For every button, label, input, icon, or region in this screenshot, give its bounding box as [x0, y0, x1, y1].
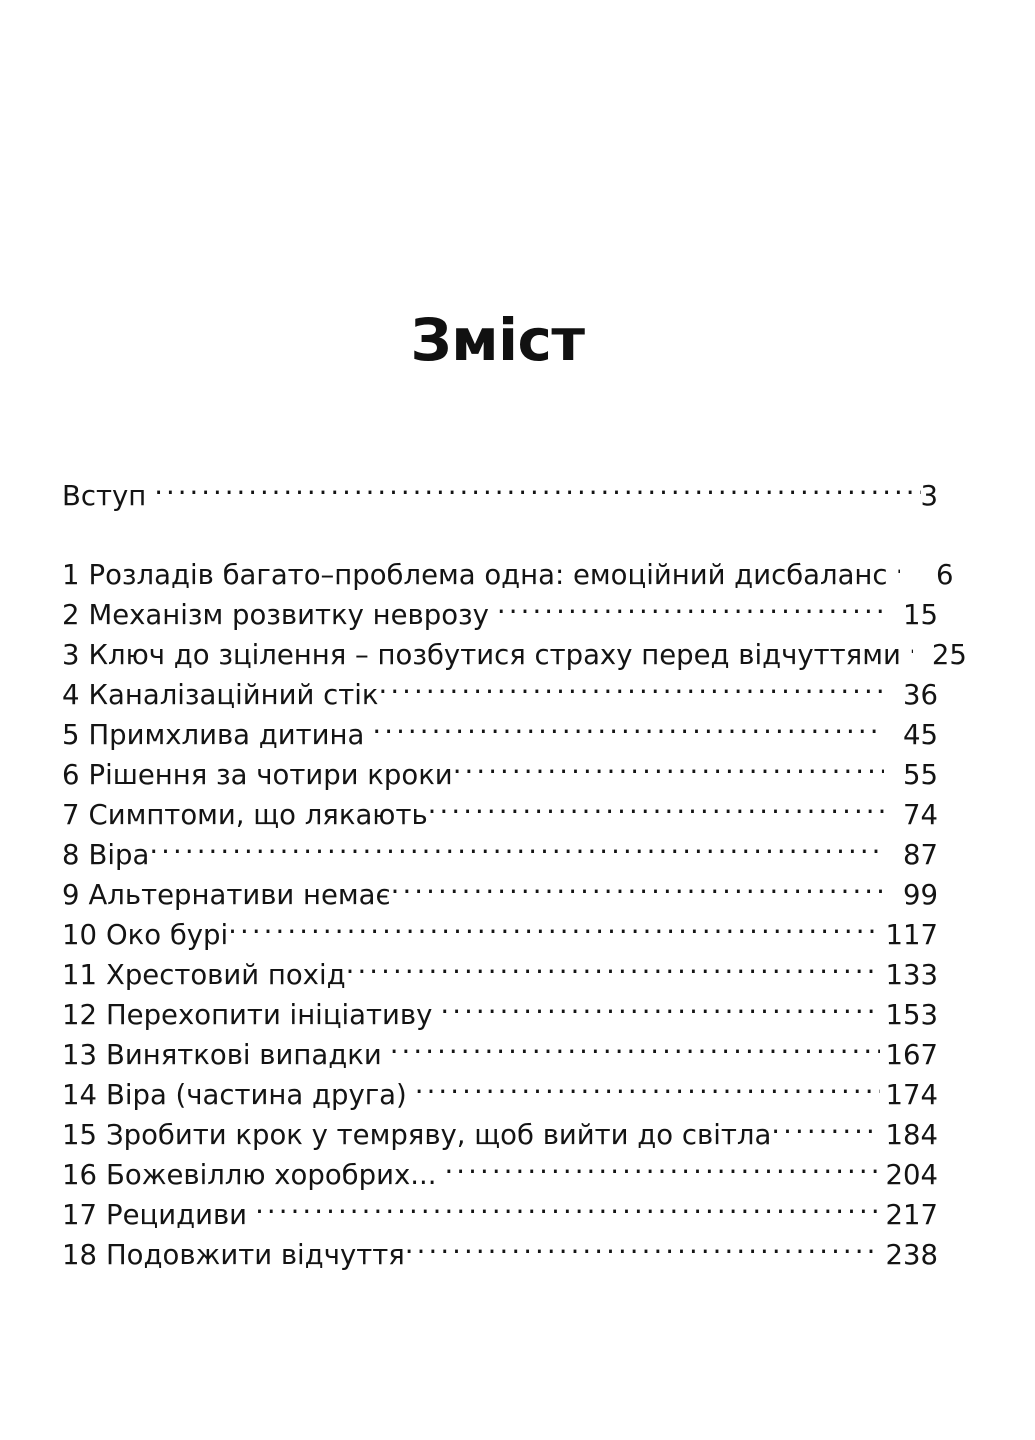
toc-entry-number: 8 [62, 839, 80, 871]
dot-leader [896, 557, 900, 585]
toc-entry-number: 15 [62, 1119, 97, 1151]
toc-entry-label: Альтернативи немає [88, 879, 391, 911]
toc-entry-page: 99 [903, 879, 938, 911]
toc-entry[interactable] [62, 1115, 938, 1155]
toc-entry-number: 16 [62, 1159, 97, 1191]
toc-entry[interactable] [62, 595, 938, 635]
toc-entry-number: 4 [62, 679, 80, 711]
toc-entry-page: 3 [920, 480, 938, 512]
toc-entry-number: 12 [62, 999, 97, 1031]
dot-leader [405, 1237, 880, 1265]
dot-leader [346, 957, 880, 985]
toc-entry-page: 217 [885, 1199, 938, 1231]
table-of-contents [62, 476, 967, 1275]
toc-entry-number: 17 [62, 1199, 97, 1231]
toc-entry-label: Механізм розвитку неврозу [88, 599, 489, 631]
toc-entry-label: Хрестовий похід [106, 959, 346, 991]
toc-entry-page: 184 [885, 1119, 938, 1151]
toc-entry-label: Рішення за чотири кроки [88, 759, 453, 791]
toc-entry-page: 87 [903, 839, 938, 871]
toc-entry-page: 117 [885, 919, 938, 951]
toc-entry[interactable] [62, 795, 938, 835]
toc-entry-label: Ключ до зцілення – позбутися страху перед відчуттями [88, 639, 901, 671]
toc-entry-label: Око бурі [106, 919, 229, 951]
page-title: Зміст [410, 305, 585, 374]
toc-entry-page: 167 [885, 1039, 938, 1071]
toc-entry-number: 1 [62, 559, 80, 591]
toc-entry-label: Виняткові випадки [106, 1039, 382, 1071]
toc-entry[interactable] [62, 915, 938, 955]
dot-leader [453, 757, 884, 785]
toc-entry[interactable] [62, 1035, 938, 1075]
toc-entry-page: 174 [885, 1079, 938, 1111]
dot-leader [771, 1117, 879, 1145]
toc-entry-page: 36 [903, 679, 938, 711]
toc-entry[interactable] [62, 755, 938, 795]
dot-leader [444, 1157, 879, 1185]
dot-leader [909, 637, 913, 665]
toc-entry-label: Віра [88, 839, 150, 871]
toc-entry-number: 6 [62, 759, 80, 791]
toc-entry-label: Перехопити ініціативу [106, 999, 433, 1031]
toc-entry[interactable] [62, 1235, 938, 1275]
toc-entry-number: 13 [62, 1039, 97, 1071]
toc-entry[interactable] [62, 955, 938, 995]
toc-entry-number: 14 [62, 1079, 97, 1111]
toc-entry-page: 55 [903, 759, 938, 791]
dot-leader [149, 837, 884, 865]
dot-leader [372, 717, 884, 745]
toc-entry-page: 153 [885, 999, 938, 1031]
toc-entry[interactable] [62, 635, 967, 675]
toc-entry-label: Каналізаційний стік [88, 679, 379, 711]
toc-entry-number: 9 [62, 879, 80, 911]
toc-entry[interactable] [62, 675, 938, 715]
toc-entry[interactable] [62, 995, 938, 1035]
toc-entry-number: 2 [62, 599, 80, 631]
toc-entry[interactable] [62, 1195, 938, 1235]
toc-entry-page: 204 [885, 1159, 938, 1191]
toc-entry-label: Віра (частина друга) [106, 1079, 407, 1111]
toc-entry-number: 10 [62, 919, 97, 951]
toc-entry-number: 7 [62, 799, 80, 831]
toc-entry-intro[interactable] [62, 476, 938, 516]
toc-entry[interactable] [62, 875, 938, 915]
toc-entry-number: 3 [62, 639, 80, 671]
toc-entry-number: 18 [62, 1239, 97, 1271]
toc-entry-page: 133 [885, 959, 938, 991]
toc-entry-page: 45 [903, 719, 938, 751]
toc-entry-number: 5 [62, 719, 80, 751]
dot-leader [379, 677, 885, 705]
dot-leader [497, 597, 884, 625]
toc-entry-page: 238 [885, 1239, 938, 1271]
dot-leader [228, 917, 879, 945]
toc-entry[interactable] [62, 715, 938, 755]
toc-entry[interactable] [62, 555, 954, 595]
toc-entry-label: Примхлива дитина [88, 719, 365, 751]
toc-entry-number: 11 [62, 959, 97, 991]
toc-entry-label: Рецидиви [106, 1199, 248, 1231]
toc-entry[interactable] [62, 1075, 938, 1115]
toc-entry-label: Зробити крок у темряву, щоб вийти до світла [106, 1119, 772, 1151]
dot-leader [255, 1197, 879, 1225]
dot-leader [390, 1037, 880, 1065]
toc-entry[interactable] [62, 835, 938, 875]
dot-leader [391, 877, 884, 905]
toc-entry-label: Вступ [62, 480, 147, 512]
dot-leader [440, 997, 879, 1025]
toc-entry[interactable] [62, 1155, 938, 1195]
dot-leader [415, 1077, 880, 1105]
toc-entry-page: 6 [936, 559, 954, 591]
toc-entry-label: Божевіллю хоробрих... [106, 1159, 437, 1191]
toc-chapter-list [62, 555, 967, 1275]
toc-entry-page: 25 [931, 639, 967, 671]
toc-entry-page: 15 [903, 599, 938, 631]
toc-entry-label: Симптоми, що лякають [88, 799, 428, 831]
toc-entry-label: Розладів багато–проблема одна: емоційний дисбаланс [88, 559, 888, 591]
toc-entry-page: 74 [903, 799, 938, 831]
dot-leader [154, 478, 920, 506]
dot-leader [428, 797, 884, 825]
toc-entry-label: Подовжити відчуття [106, 1239, 405, 1271]
